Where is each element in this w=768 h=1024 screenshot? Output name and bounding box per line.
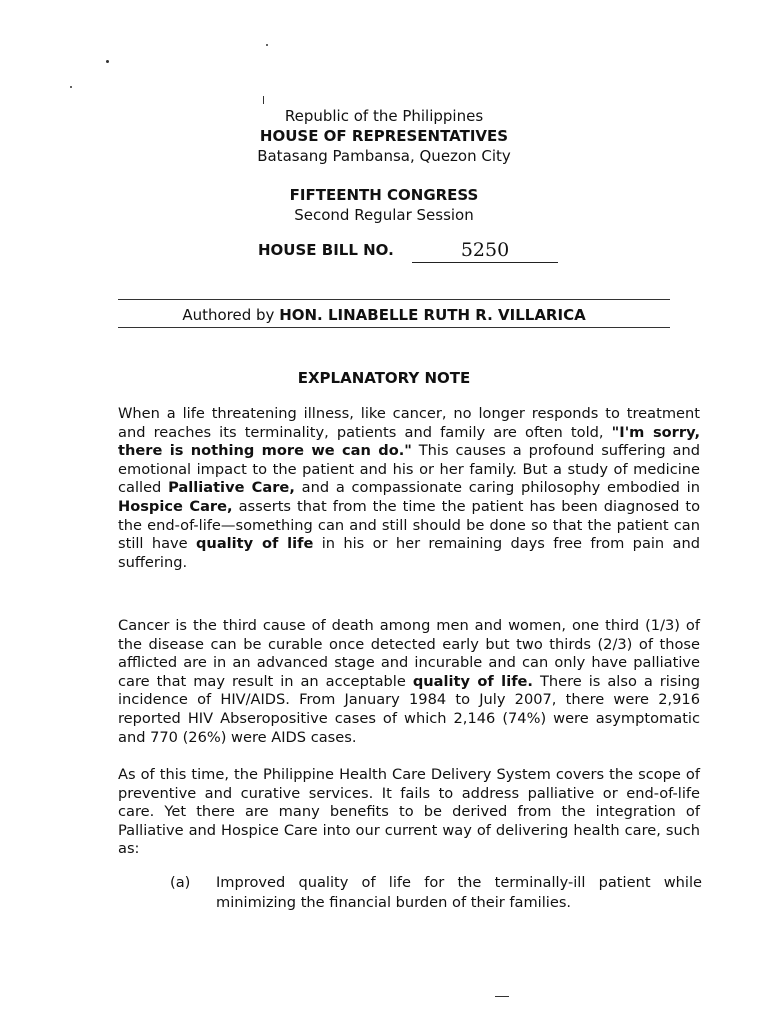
republic-line: Republic of the Philippines bbox=[284, 107, 484, 125]
author-name: HON. LINABELLE RUTH R. VILLARICA bbox=[279, 306, 586, 324]
para1-text-5: in his or her remaining days free from pain and suffering. bbox=[118, 535, 700, 571]
explanatory-note-heading: EXPLANATORY NOTE bbox=[297, 369, 471, 387]
scan-speck bbox=[266, 44, 268, 46]
para1-palliative-care: Palliative Care, bbox=[168, 479, 295, 497]
para1-text-1: When a life threatening illness, like cancer, no longer responds to treatment and reaches its terminality, patients and family are often told, bbox=[118, 405, 700, 441]
list-item-text: Improved quality of life for the terminally-ill patient while minimizing the financial burden of their families. bbox=[216, 874, 702, 911]
para2-quality-of-life: quality of life. bbox=[412, 672, 533, 690]
paragraph-intro bbox=[118, 405, 700, 572]
house-title: HOUSE OF REPRESENTATIVES bbox=[259, 127, 509, 145]
list-marker: (a) bbox=[170, 874, 191, 891]
author-line bbox=[0, 306, 768, 324]
para1-hospice-care: Hospice Care, bbox=[118, 497, 233, 515]
location-line: Batasang Pambansa, Quezon City bbox=[257, 147, 511, 165]
para1-text-2: This causes a profound suffering and emotional impact to the patient and his or her family. But a study of medicine called bbox=[118, 442, 700, 497]
session-line: Second Regular Session bbox=[294, 206, 474, 224]
scan-speck bbox=[106, 60, 109, 63]
paragraph-health-system: As of this time, the Philippine Health Care Delivery System covers the scope of preventive and curative services. It fails to address palliative or end-of-life care. Yet there are many benefits to be derived from the integration of Palliative and Hospice Care into our current way of delivering health care, such as: bbox=[118, 766, 700, 858]
bottom-rule bbox=[118, 327, 670, 328]
para1-quality-of-life: quality of life bbox=[195, 535, 314, 553]
bill-label: HOUSE BILL NO. bbox=[258, 241, 394, 259]
bill-number: 5250 bbox=[412, 238, 558, 263]
para2-text-1: Cancer is the third cause of death among men and women, one third (1/3) of the disease can be curable once detected early but two thirds (2/3) of those afflicted are in an advanced stage and incurable and can only have palliative care that may result in an acceptable bbox=[118, 617, 700, 690]
scan-speck bbox=[495, 996, 509, 997]
para1-text-4: asserts that from the time the patient has been diagnosed to the end-of-life—something can and still should be done so that the patient can still have bbox=[118, 497, 700, 553]
author-prefix: Authored by bbox=[182, 306, 275, 324]
scan-speck bbox=[263, 96, 264, 104]
para2-text-2: There is also a rising incidence of HIV/AIDS. From January 1984 to July 2007, there were 2,916 reported HIV Abseropositive cases of which 2,146 (74%) were asymptomatic and 770 (26%) were AIDS cases. bbox=[118, 672, 700, 746]
paragraph-cancer-stats bbox=[118, 617, 700, 747]
top-rule bbox=[118, 299, 670, 300]
congress-title: FIFTEENTH CONGRESS bbox=[289, 186, 479, 204]
para1-text-3: and a compassionate caring philosophy embodied in bbox=[294, 479, 700, 497]
scan-speck bbox=[70, 86, 72, 88]
para1-quote: "I'm sorry, there is nothing more we can do." bbox=[118, 423, 700, 460]
